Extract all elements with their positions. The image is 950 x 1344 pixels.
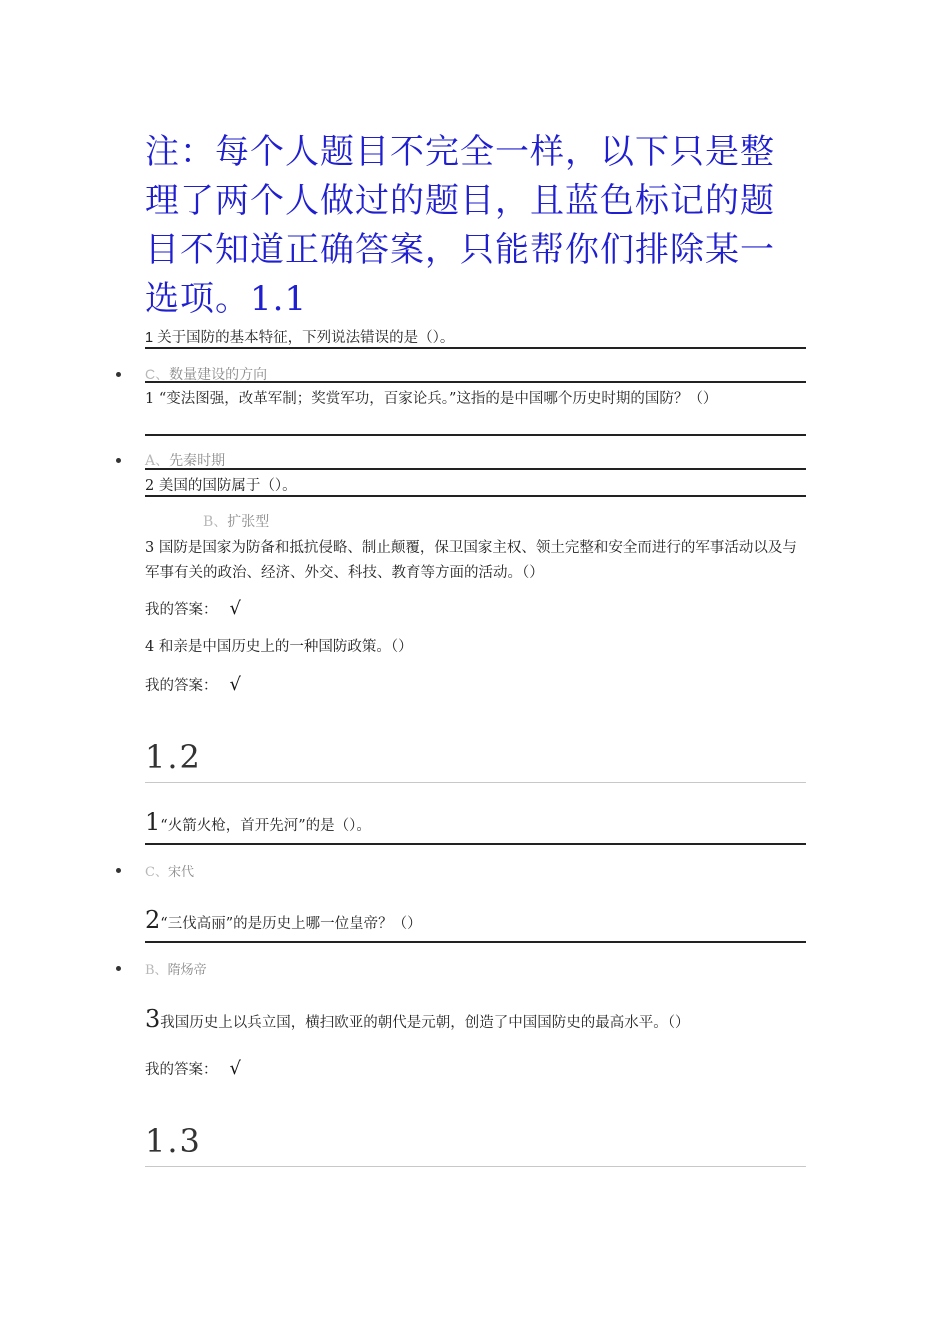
divider — [145, 347, 806, 349]
s1-question-4: 4 和亲是中国历史上的一种国防政策。（） — [145, 639, 413, 655]
bullet-icon — [116, 372, 121, 377]
s2-q3-answer — [145, 1058, 241, 1079]
s1-q2-option — [203, 511, 269, 531]
divider — [145, 941, 806, 943]
s1-q1-option — [145, 450, 225, 470]
option-letter: C、 — [145, 366, 170, 382]
s2-q1-option — [145, 861, 194, 880]
section-divider — [145, 782, 806, 783]
bullet-icon — [116, 868, 121, 873]
s2-question-1 — [145, 810, 371, 838]
check-mark: √ — [229, 674, 241, 695]
answer-label: 我的答案： — [145, 602, 218, 618]
s1-q4-answer — [145, 674, 241, 695]
section-title-1-3: 1.3 — [145, 1122, 202, 1160]
bullet-icon — [116, 966, 121, 971]
divider — [145, 468, 806, 470]
divider — [145, 381, 806, 383]
answer-label: 我的答案： — [145, 678, 218, 694]
option-text: 宋代 — [167, 865, 194, 880]
question-number: 2 — [145, 906, 161, 934]
s2-question-3 — [145, 1007, 805, 1035]
s1-question-1: 1 “变法图强，改革军制；奖赏军功，百家论兵。”这指的是中国哪个历史时期的国防？（） — [145, 391, 718, 407]
question-number: 3 — [145, 1005, 161, 1033]
note-paragraph — [145, 128, 795, 324]
divider — [145, 495, 806, 497]
option-text: 数量建设的方向 — [169, 366, 268, 382]
answer-label: 我的答案： — [145, 1062, 218, 1078]
divider — [145, 434, 806, 436]
option-text: 扩张型 — [227, 514, 270, 530]
option-letter: B、 — [203, 514, 228, 530]
option-letter: C、 — [145, 865, 168, 880]
s2-q2-option — [145, 959, 207, 978]
option-letter: A、 — [145, 453, 170, 469]
section-title-1-2: 1.2 — [145, 738, 202, 776]
check-mark: √ — [229, 598, 241, 619]
option-text: 先秦时期 — [169, 453, 226, 469]
check-mark: √ — [229, 1058, 241, 1079]
s1-question-2: 2 美国的国防属于（）。 — [145, 478, 297, 494]
section-inline-1-1: 1.1 — [250, 279, 308, 319]
question-number: 1 — [145, 808, 161, 836]
note-text: 注：每个人题目不完全一样，以下只是整理了两个人做过的题目，且蓝色标记的题目不知道正确答案，只能帮你们排除某一选项。 — [145, 132, 775, 319]
question-text: 我国历史上以兵立国，横扫欧亚的朝代是元朝，创造了中国国防史的最高水平。（） — [160, 1015, 690, 1031]
s1-q3-answer — [145, 598, 241, 619]
bullet-icon — [116, 458, 121, 463]
option-text: 隋炀帝 — [167, 963, 207, 978]
divider — [145, 843, 806, 845]
section-divider — [145, 1166, 806, 1167]
s1-question-0: 1 关于国防的基本特征，下列说法错误的是（）。 — [145, 330, 455, 346]
s1-question-3: 3 国防是国家为防备和抵抗侵略、制止颠覆，保卫国家主权、领土完整和安全而进行的军事活动以及与军事有关的政治、经济、外交、科技、教育等方面的活动。（） — [145, 540, 797, 581]
question-text: “三伐高丽”的是历史上哪一位皇帝？（） — [160, 916, 422, 932]
s2-question-2 — [145, 908, 422, 936]
option-letter: B、 — [145, 963, 168, 978]
question-text: “火箭火枪，首开先河”的是（）。 — [160, 818, 371, 834]
